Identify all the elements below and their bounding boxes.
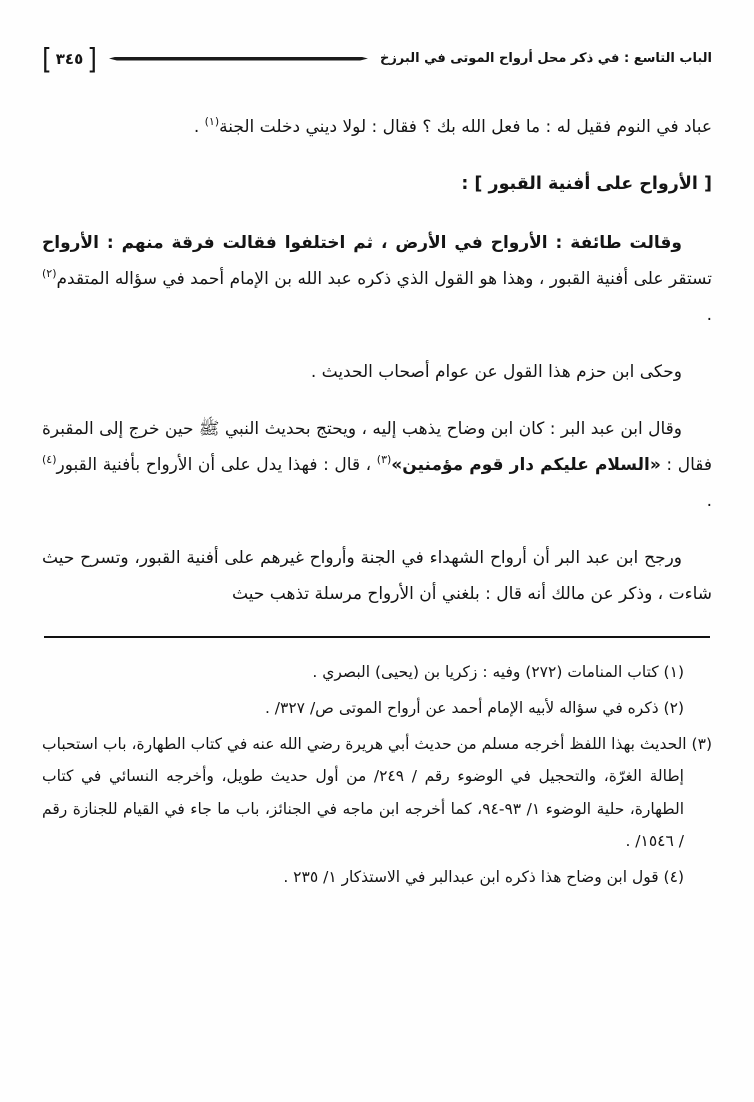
paragraph-3-a: وقال ابن عبد البر : كان ابن وضاح يذهب إليه ، ويحتج بحديث النبي ﷺ حين خرج إلى المقبرة فقال : (42, 419, 713, 476)
footnote-2: (٢) ذكره في سؤاله لأبيه الإمام أحمد عن أرواح الموتى ص/ ٣٢٧/ . (264, 698, 684, 717)
page-number (42, 41, 97, 76)
footnote-3: (٣) الحديث بهذا اللفظ أخرجه مسلم من حديث أبي هريرة رضي الله عنه في كتاب الطهارة، باب استحباب إطالة الغرّة، والتحجيل في الوضوء رقم / ٢٤٩/ من أول حديث طويل، وأخرجه النسائي في كتاب الطهارة، حلية الوضوء ١/ ٩٣-٩٤، كما أخرجه ابن ماجه في الجنائز، باب ما جاء في القيام للجنازة رقم / ١٥٤٦/ . (42, 734, 712, 851)
chapter-title: الباب التاسع : في ذكر محل أرواح الموتى في البرزخ (379, 51, 712, 66)
paragraph-ibn-hazm: وحكى ابن حزم هذا القول عن عوام أصحاب الحديث . (310, 362, 682, 383)
page-header (42, 41, 712, 76)
paragraph-souls-on-graves (42, 225, 712, 333)
hadith-quote: «السلام عليكم دار قوم مؤمنين» (391, 455, 661, 476)
paragraph-1-tail: . (706, 305, 712, 326)
footnote-1: (١) كتاب المنامات (٢٧٢) وفيه : زكريا بن (يحيى) البصري . (312, 663, 684, 682)
paragraph-martyrs-souls: ورجح ابن عبد البر أن أرواح الشهداء في الجنة وأرواح غيرهم على أفنية القبور، وتسرح حيث شاءت ، وذكر عن مالك أنه قال : بلغني أن الأرواح مرسلة تذهب حيث (42, 548, 712, 605)
section-heading: [ الأرواح على أفنية القبور ] : (461, 174, 712, 195)
paragraph-ibn-abd-albarr (42, 411, 712, 519)
page-number-value: ٣٤٥ (55, 49, 84, 68)
page-number-bracket-close: ] (87, 41, 97, 76)
paragraph-1-lead: وقالت طائفة : الأرواح في الأرض ، ثم اختلفوا فقالت فرقة منهم : الأرواح (42, 233, 682, 254)
page-body (42, 109, 712, 612)
opening-paragraph (42, 109, 712, 145)
footnote-ref-1: (١) (204, 115, 220, 128)
footnotes-section (42, 656, 712, 893)
opening-tail: . (193, 117, 205, 137)
paragraph-1-rest: تستقر على أفنية القبور ، وهذا هو القول الذي ذكره عبد الله بن الإمام أحمد في سؤاله المتقدم (56, 269, 712, 290)
footnote-ref-3: (٣) (376, 453, 392, 467)
footnote-4: (٤) قول ابن وضاح هذا ذكره ابن عبدالبر في الاستذكار ١/ ٢٣٥ . (283, 867, 684, 886)
footnote-separator (44, 636, 710, 638)
opening-text: عباد في النوم فقيل له : ما فعل الله بك ؟ فقال : لولا ديني دخلت الجنة (219, 117, 712, 137)
header-rule (109, 57, 368, 61)
footnote-ref-4: (٤) (42, 453, 57, 467)
footnote-ref-2: (٢) (42, 267, 57, 281)
paragraph-3-tail: . (706, 491, 712, 512)
page-number-bracket-open: [ (42, 41, 52, 76)
paragraph-3-b: ، قال : فهذا يدل على أن الأرواح بأفنية القبور (56, 455, 377, 476)
